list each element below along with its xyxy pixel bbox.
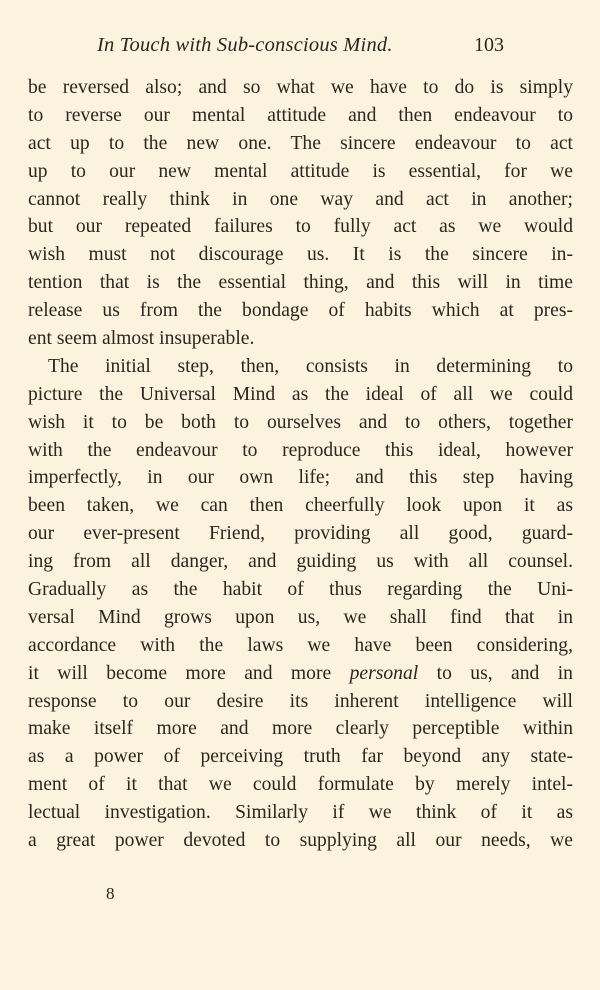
text-line: ent seem almost insuperable. (28, 328, 255, 350)
text-line: tention that is the essential thing, and this will in time (28, 272, 573, 294)
text-line: accordance with the laws we have been considering, (28, 634, 573, 656)
text-line: up to our new mental attitude is essential, for we (28, 160, 573, 182)
signature-mark: 8 (106, 884, 115, 903)
page-body-text (28, 74, 573, 855)
running-title: In Touch with Sub-conscious Mind. (97, 34, 393, 56)
text-line: wish it to be both to ourselves and to others, together (28, 411, 573, 433)
text-line: with the endeavour to reproduce this ideal, however (28, 439, 573, 461)
text-line: ing from all danger, and guiding us with all counsel. (28, 551, 573, 573)
text-line: our ever-present Friend, providing all good, guard- (28, 523, 573, 545)
text-line: be reversed also; and so what we have to do is simply (28, 77, 573, 98)
text-fragment: to us, and in (436, 662, 573, 684)
text-line: lectual investigation. Similarly if we think of it as (28, 802, 573, 824)
text-line: versal Mind grows upon us, we shall find that in (28, 606, 573, 628)
text-line: been taken, we can then cheerfully look upon it as (28, 495, 573, 517)
page-number: 103 (474, 34, 504, 56)
text-line: release us from the bondage of habits which at pres- (28, 300, 573, 322)
text-line: cannot really think in one way and act in another; (28, 188, 573, 210)
text-line: response to our desire its inherent intelligence will (28, 690, 573, 712)
text-fragment: it will become more and more (28, 662, 332, 684)
text-line: The initial step, then, consists in determining to (48, 355, 573, 377)
text-line (28, 660, 573, 688)
text-line: imperfectly, in our own life; and this step having (28, 467, 573, 489)
text-line: to reverse our mental attitude and then endeavour to (28, 104, 573, 126)
text-line: act up to the new one. The sincere endeavour to act (28, 132, 573, 154)
text-line: Gradually as the habit of thus regarding the Uni- (28, 579, 573, 601)
text-line: but our repeated failures to fully act as we would (28, 216, 573, 238)
text-line: ment of it that we could formulate by merely intel- (28, 774, 573, 796)
running-header (0, 34, 600, 62)
emphasis-personal: personal (349, 662, 419, 684)
text-line: a great power devoted to supplying all our needs, we (28, 830, 573, 852)
text-line: make itself more and more clearly perceptible within (28, 718, 573, 740)
text-line: picture the Universal Mind as the ideal of all we could (28, 383, 573, 405)
text-line: as a power of perceiving truth far beyond any state- (28, 746, 573, 768)
text-line: wish must not discourage us. It is the sincere in- (28, 244, 573, 266)
